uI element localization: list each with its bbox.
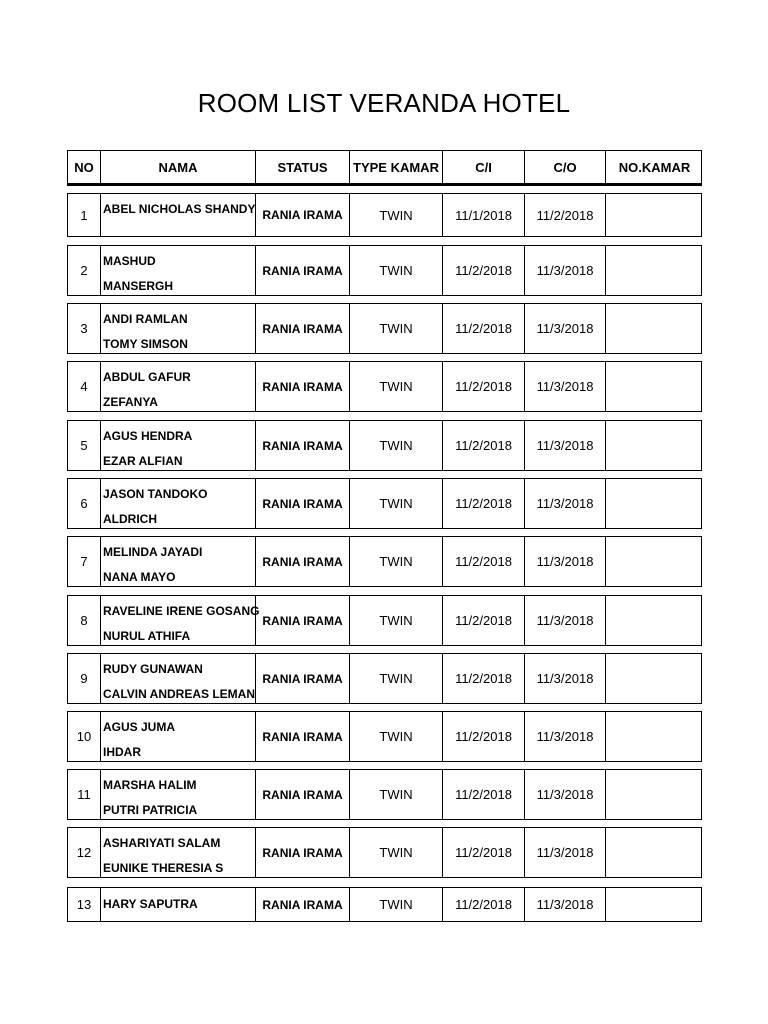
cell-checkin: 11/2/2018	[443, 828, 525, 877]
cell-type: TWIN	[350, 654, 443, 703]
guest-name: AGUS JUMA	[103, 720, 176, 734]
cell-type: TWIN	[350, 194, 443, 236]
cell-no: 10	[68, 712, 101, 761]
guest-name: RUDY GUNAWAN	[103, 662, 203, 676]
cell-status: RANIA IRAMA	[256, 421, 350, 470]
cell-nama	[101, 888, 256, 921]
cell-checkout: 11/3/2018	[525, 246, 606, 295]
cell-status: RANIA IRAMA	[256, 479, 350, 528]
cell-checkout: 11/3/2018	[525, 479, 606, 528]
table-row	[67, 303, 702, 354]
cell-type: TWIN	[350, 888, 443, 921]
guest-name: NANA MAYO	[103, 570, 176, 584]
cell-no: 12	[68, 828, 101, 877]
cell-type: TWIN	[350, 537, 443, 586]
cell-checkout: 11/3/2018	[525, 596, 606, 645]
cell-no: 4	[68, 362, 101, 411]
cell-checkin: 11/2/2018	[443, 888, 525, 921]
header-type: TYPE KAMAR	[350, 151, 443, 183]
cell-no: 9	[68, 654, 101, 703]
cell-room-number	[606, 888, 703, 921]
cell-type: TWIN	[350, 421, 443, 470]
header-kamar: NO.KAMAR	[618, 159, 691, 175]
cell-checkout: 11/3/2018	[525, 712, 606, 761]
cell-room-number	[606, 304, 703, 353]
cell-nama	[101, 596, 260, 645]
header-co: C/O	[525, 151, 606, 183]
header-ci: C/I	[443, 151, 525, 183]
cell-no: 6	[68, 479, 101, 528]
cell-nama	[101, 770, 256, 819]
guest-name: ABEL NICHOLAS SHANDY	[103, 202, 256, 216]
guest-name: ANDI RAMLAN	[103, 312, 188, 326]
cell-nama	[101, 194, 256, 236]
cell-type: TWIN	[350, 712, 443, 761]
cell-room-number	[606, 362, 703, 411]
guest-name: PUTRI PATRICIA	[103, 803, 198, 817]
cell-checkin: 11/2/2018	[443, 596, 525, 645]
guest-name: IHDAR	[103, 745, 141, 759]
guest-name: AGUS HENDRA	[103, 429, 193, 443]
cell-checkout: 11/3/2018	[525, 770, 606, 819]
table-row	[67, 245, 702, 296]
table-row	[67, 361, 702, 412]
table-row	[67, 536, 702, 587]
cell-checkin: 11/2/2018	[443, 479, 525, 528]
cell-status: RANIA IRAMA	[256, 362, 350, 411]
header-status: STATUS	[256, 151, 350, 183]
cell-room-number	[606, 537, 703, 586]
cell-nama	[101, 421, 256, 470]
cell-type: TWIN	[350, 304, 443, 353]
table-row	[67, 769, 702, 820]
cell-room-number	[606, 770, 703, 819]
cell-checkin: 11/2/2018	[443, 712, 525, 761]
cell-nama	[101, 712, 256, 761]
cell-checkout: 11/3/2018	[525, 421, 606, 470]
table-row	[67, 653, 702, 704]
cell-nama	[101, 479, 256, 528]
cell-status: RANIA IRAMA	[256, 537, 350, 586]
cell-checkin: 11/1/2018	[443, 194, 525, 236]
cell-no: 2	[68, 246, 101, 295]
guest-name: EZAR ALFIAN	[103, 454, 183, 468]
cell-checkout: 11/2/2018	[525, 194, 606, 236]
cell-type: TWIN	[350, 246, 443, 295]
cell-checkout: 11/3/2018	[525, 888, 606, 921]
cell-no: 5	[68, 421, 101, 470]
cell-status: RANIA IRAMA	[256, 828, 350, 877]
table-row	[67, 711, 702, 762]
table-row	[67, 420, 702, 471]
cell-room-number	[606, 194, 703, 236]
guest-name: HARY SAPUTRA	[103, 897, 198, 911]
guest-name: TOMY SIMSON	[103, 337, 188, 351]
cell-checkin: 11/2/2018	[443, 362, 525, 411]
cell-checkout: 11/3/2018	[525, 362, 606, 411]
cell-checkin: 11/2/2018	[443, 537, 525, 586]
cell-status: RANIA IRAMA	[256, 654, 350, 703]
cell-no: 3	[68, 304, 101, 353]
guest-name: ASHARIYATI SALAM	[103, 836, 221, 850]
cell-room-number	[606, 596, 703, 645]
cell-nama	[101, 654, 256, 703]
cell-checkout: 11/3/2018	[525, 828, 606, 877]
cell-nama	[101, 537, 256, 586]
cell-checkin: 11/2/2018	[443, 246, 525, 295]
table-header	[67, 150, 702, 186]
guest-name: MARSHA HALIM	[103, 778, 197, 792]
cell-no: 8	[68, 596, 101, 645]
cell-no: 11	[68, 770, 101, 819]
guest-name: RAVELINE IRENE GOSANG	[103, 604, 260, 618]
guest-name: MELINDA JAYADI	[103, 545, 203, 559]
cell-type: TWIN	[350, 770, 443, 819]
guest-name: ALDRICH	[103, 512, 157, 526]
cell-checkout: 11/3/2018	[525, 304, 606, 353]
header-no: NO	[68, 151, 101, 183]
table-row	[67, 478, 702, 529]
table-row	[67, 827, 702, 878]
cell-status: RANIA IRAMA	[256, 888, 350, 921]
cell-nama	[101, 828, 256, 877]
cell-no: 1	[68, 194, 101, 236]
cell-nama	[101, 246, 256, 295]
table-row	[67, 193, 702, 237]
cell-nama	[101, 304, 256, 353]
guest-name: ZEFANYA	[103, 395, 158, 409]
cell-checkin: 11/2/2018	[443, 304, 525, 353]
guest-name: ABDUL GAFUR	[103, 370, 191, 384]
page-title: ROOM LIST VERANDA HOTEL	[197, 88, 571, 118]
cell-checkout: 11/3/2018	[525, 654, 606, 703]
header-nama: NAMA	[101, 151, 256, 183]
cell-status: RANIA IRAMA	[256, 770, 350, 819]
guest-name: NURUL ATHIFA	[103, 629, 191, 643]
guest-name: MANSERGH	[103, 279, 174, 293]
cell-checkin: 11/2/2018	[443, 654, 525, 703]
cell-status: RANIA IRAMA	[256, 712, 350, 761]
cell-status: RANIA IRAMA	[256, 246, 350, 295]
cell-checkin: 11/2/2018	[443, 770, 525, 819]
cell-type: TWIN	[350, 362, 443, 411]
cell-type: TWIN	[350, 828, 443, 877]
guest-name: MASHUD	[103, 254, 156, 268]
cell-room-number	[606, 421, 703, 470]
cell-status: RANIA IRAMA	[256, 304, 350, 353]
cell-type: TWIN	[350, 596, 443, 645]
cell-no: 7	[68, 537, 101, 586]
cell-room-number	[606, 654, 703, 703]
cell-nama	[101, 362, 256, 411]
cell-room-number	[606, 712, 703, 761]
guest-name: CALVIN ANDREAS LEMAN	[103, 687, 255, 701]
cell-status: RANIA IRAMA	[256, 596, 350, 645]
cell-room-number	[606, 479, 703, 528]
cell-checkout: 11/3/2018	[525, 537, 606, 586]
table-row	[67, 595, 702, 646]
cell-no: 13	[68, 888, 101, 921]
cell-room-number	[606, 246, 703, 295]
cell-checkin: 11/2/2018	[443, 421, 525, 470]
table-row	[67, 887, 702, 922]
cell-status: RANIA IRAMA	[256, 194, 350, 236]
cell-room-number	[606, 828, 703, 877]
cell-type: TWIN	[350, 479, 443, 528]
guest-name: EUNIKE THERESIA S	[103, 861, 224, 875]
guest-name: JASON TANDOKO	[103, 487, 208, 501]
